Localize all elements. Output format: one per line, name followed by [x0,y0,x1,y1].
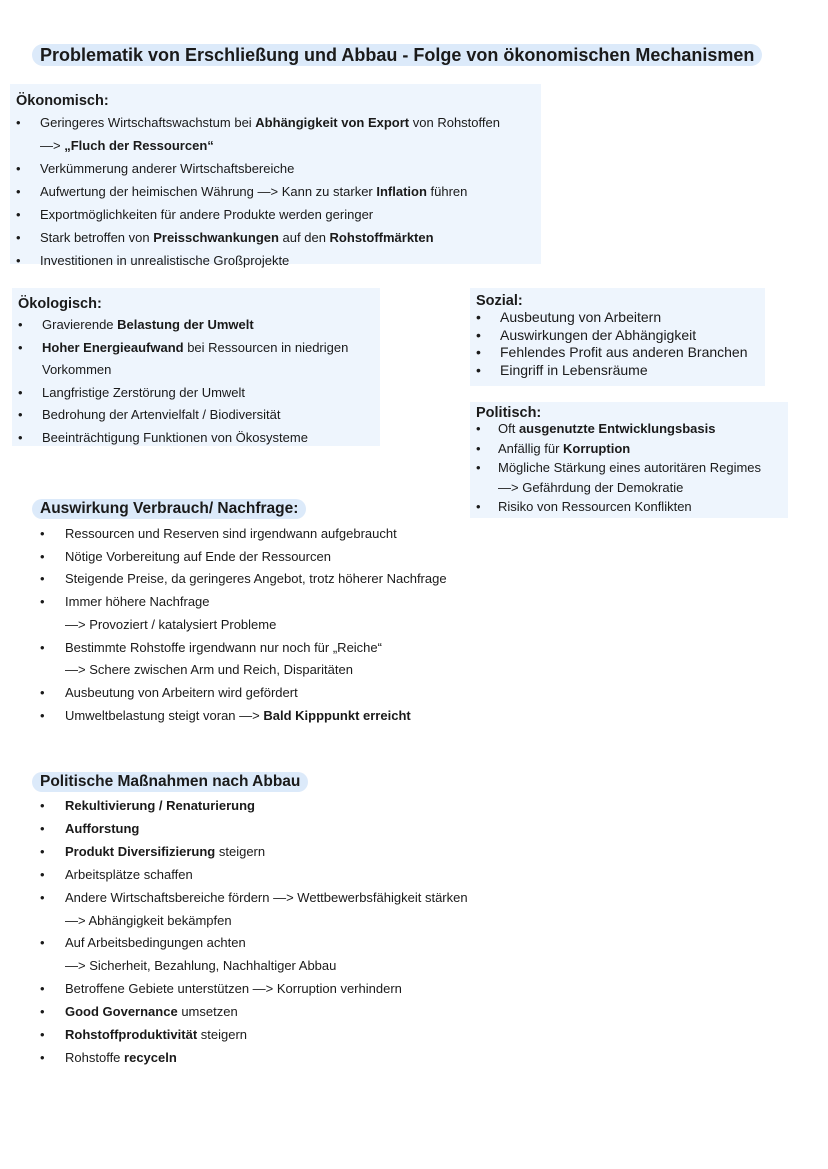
text: —> Gefährdung der Demokratie [498,479,684,495]
item-text [42,385,245,400]
item-text [498,499,692,514]
text: Ressourcen und Reserven sind irgendwann aufgebraucht [65,526,397,541]
bullet-icon: • [40,639,45,655]
item-text [65,1004,238,1019]
bullet-icon: • [18,339,23,355]
bullet-icon: • [40,889,45,905]
text: Fehlendes Profit aus anderen Branchen [500,344,748,360]
item-text [40,253,289,268]
item-text [65,798,255,813]
bold-text: Inflation [376,184,427,199]
bullet-icon: • [40,594,45,610]
list-item [40,1047,468,1070]
item-text [65,640,382,655]
bullet-icon: • [16,115,21,130]
bullet-icon: • [476,326,481,343]
section-politisch [470,402,788,518]
list-item [476,458,761,497]
text: Exportmöglichkeiten für andere Produkte werden geringer [40,207,374,222]
list-item [40,1001,468,1024]
item-subline [65,614,447,637]
text: Bestimmte Rohstoffe irgendwann nur noch für „Reiche“ [65,639,382,655]
list-item [40,682,447,705]
text: —> Schere zwischen Arm und Reich, Disparitäten [65,662,353,678]
bold-text: Bald Kipppunkt erreicht [263,707,411,723]
bullet-icon: • [40,1027,45,1043]
bold-text: Abhängigkeit von Export [255,115,410,130]
list-item [476,439,761,459]
section-verbrauch [32,499,306,519]
bold-text: Rohstoffmärkten [329,230,434,245]
item-text [40,230,434,245]
list-item [40,591,447,636]
section-heading: Auswirkung Verbrauch/ Nachfrage: [32,499,306,519]
section-heading: Politische Maßnahmen nach Abbau [32,772,308,792]
text: Beeinträchtigung Funktionen von Ökosysteme [42,429,308,445]
list-item [40,637,447,682]
list-item [16,180,500,203]
bold-text: Aufforstung [65,820,140,836]
bullet-icon: • [16,207,21,222]
item-text [65,1027,247,1042]
text: Nötige Vorbereitung auf Ende der Ressourcen [65,548,331,564]
list-item [40,841,468,864]
text: Gravierende [42,317,118,332]
item-text [65,708,411,723]
list-item [16,157,500,180]
bold-text: Good Governance [65,1004,178,1020]
item-subline [65,955,468,978]
item-text [498,460,761,475]
bullet-icon: • [40,707,45,723]
list-item [40,1024,468,1047]
section-sozial [470,288,765,386]
bullet-icon: • [40,1049,45,1065]
list-item [40,818,468,841]
text: Auswirkungen der Abhängigkeit [500,326,697,343]
bullet-icon: • [40,1004,45,1020]
item-text [65,867,193,882]
text: Investitionen in unrealistische Großprojekte [40,253,290,268]
item-text [40,161,294,176]
item-text [65,594,210,609]
text: —> [40,138,65,153]
list-item [18,337,348,382]
text: Steigende Preise, da geringeres Angebot, trotz höherer Nachfrage [65,571,447,587]
text: Umweltbelastung steigt voran —> [65,707,264,723]
bold-text: Belastung der Umwelt [117,317,254,332]
item-text [40,184,467,199]
text: Betroffene Gebiete unterstützen —> Korruption verhindern [65,981,402,997]
text: Mögliche Stärkung eines autoritären Regimes [498,460,762,475]
item-text [65,549,331,564]
item-subline [498,478,761,498]
text: Verkümmerung anderer Wirtschaftsbereiche [40,161,295,176]
section-heading: Ökonomisch: [16,93,109,109]
list-item [476,419,761,439]
list-item [476,497,761,517]
item-list [16,111,500,272]
item-subline [42,359,348,382]
list-item [40,864,468,887]
bullet-icon: • [476,361,481,378]
bullet-icon: • [40,548,45,564]
bullet-icon: • [18,384,23,400]
section-oekologisch [12,288,380,446]
item-list [40,523,447,727]
bullet-icon: • [40,981,45,997]
text: Anfällig für [498,440,564,456]
bullet-icon: • [40,798,45,813]
item-subline [65,659,447,682]
list-item [40,705,447,728]
text: Arbeitsplätze schaffen [65,866,193,882]
bullet-icon: • [18,317,23,332]
list-item [40,978,468,1001]
item-list [476,419,761,517]
bold-text: Preisschwankungen [153,230,279,245]
text: Risiko von Ressourcen Konflikten [498,499,692,514]
text: führen [426,184,468,199]
text: Rohstoffe [65,1049,125,1065]
text: Andere Wirtschaftsbereiche fördern —> Wettbewerbsfähigkeit stärken [65,889,468,905]
list-item [18,314,348,337]
item-text [65,981,402,996]
text: auf den [278,230,330,245]
section-oekonomisch [10,84,541,268]
list-item [476,309,748,327]
item-text [42,407,280,422]
section-heading: Politisch: [476,405,542,421]
item-list [18,314,348,450]
text: Stark betroffen von [40,230,154,245]
text: —> Provoziert / katalysiert Probleme [65,616,277,632]
list-item [18,404,348,427]
list-item [40,887,468,933]
item-text [65,571,447,586]
item-text [500,344,748,360]
item-text [65,935,246,950]
text: Geringeres Wirtschaftswachstum bei [40,115,256,130]
bullet-icon: • [476,499,481,514]
section-massnahmen [32,772,308,792]
list-item [476,362,748,380]
bullet-icon: • [476,460,481,475]
list-item [16,203,500,226]
item-text [500,362,648,378]
text: Immer höhere Nachfrage [65,594,210,610]
text: steigern [215,843,266,859]
list-item [476,327,748,345]
bullet-icon: • [40,684,45,700]
bold-text: ausgenutzte Entwicklungsbasis [518,421,716,436]
item-text [40,115,500,130]
bullet-icon: • [40,866,45,882]
bullet-icon: • [40,820,45,836]
item-text [42,317,254,332]
item-text [500,327,696,343]
item-text [40,207,373,222]
list-item [16,249,500,272]
item-text [65,844,265,859]
bullet-icon: • [40,571,45,587]
text: Auf Arbeitsbedingungen achten [65,935,246,951]
section-heading: Ökologisch: [18,296,102,312]
text: Ausbeutung von Arbeitern [500,309,662,325]
item-text [65,685,298,700]
text: Eingriff in Lebensräume [500,361,648,378]
bullet-icon: • [18,429,23,445]
list-item [476,344,748,362]
item-text [500,309,661,325]
text: bei Ressourcen in niedrigen [183,339,349,355]
bullet-icon: • [16,230,21,245]
item-text [65,526,397,541]
item-list [476,309,748,379]
item-text [42,430,308,445]
list-item [40,795,468,818]
list-item [40,568,447,591]
text: steigern [197,1027,248,1043]
list-item [40,546,447,569]
bold-text: Rekultivierung / Renaturierung [65,798,255,813]
item-text [65,1050,177,1065]
text: umsetzen [177,1004,238,1020]
text: Oft [498,421,519,436]
bold-text: recyceln [124,1049,177,1065]
bullet-icon: • [40,526,45,541]
bullet-icon: • [476,309,481,325]
bullet-icon: • [476,440,481,456]
item-text [498,441,630,456]
bold-text: Rohstoffproduktivität [65,1027,198,1043]
text: Bedrohung der Artenvielfalt / Biodiversität [42,407,281,423]
item-text [65,821,139,836]
bold-text: „Fluch der Ressourcen“ [64,138,214,153]
bold-text: Hoher Energieaufwand [42,339,184,355]
text: Ausbeutung von Arbeitern wird gefördert [65,684,298,700]
bullet-icon: • [476,421,481,436]
text: —> Abhängigkeit bekämpfen [65,912,232,928]
item-subline [65,910,468,933]
page-title: Problematik von Erschließung und Abbau - Folge von ökonomischen Mechanismen [32,44,762,66]
list-item [40,523,447,546]
bold-text: Korruption [563,440,631,456]
text: von Rohstoffen [409,115,500,130]
item-text [42,340,348,355]
list-item [40,932,468,978]
list-item [16,226,500,249]
item-subline [40,134,500,157]
text: Aufwertung der heimischen Währung —> Kann zu starker [40,184,377,199]
item-list [40,795,468,1070]
list-item [18,382,348,405]
text: Vorkommen [42,362,112,378]
section-heading: Sozial: [476,293,523,309]
bullet-icon: • [16,161,21,176]
bullet-icon: • [40,843,45,859]
bullet-icon: • [476,344,481,360]
text: Langfristige Zerstörung der Umwelt [42,384,246,400]
bullet-icon: • [16,184,21,199]
item-text [65,890,468,905]
bold-text: Produkt Diversifizierung [65,843,216,859]
bullet-icon: • [18,407,23,423]
list-item [16,111,500,157]
bullet-icon: • [16,253,21,268]
item-text [498,421,715,436]
text: —> Sicherheit, Bezahlung, Nachhaltiger Abbau [65,958,337,974]
list-item [18,427,348,450]
bullet-icon: • [40,935,45,951]
